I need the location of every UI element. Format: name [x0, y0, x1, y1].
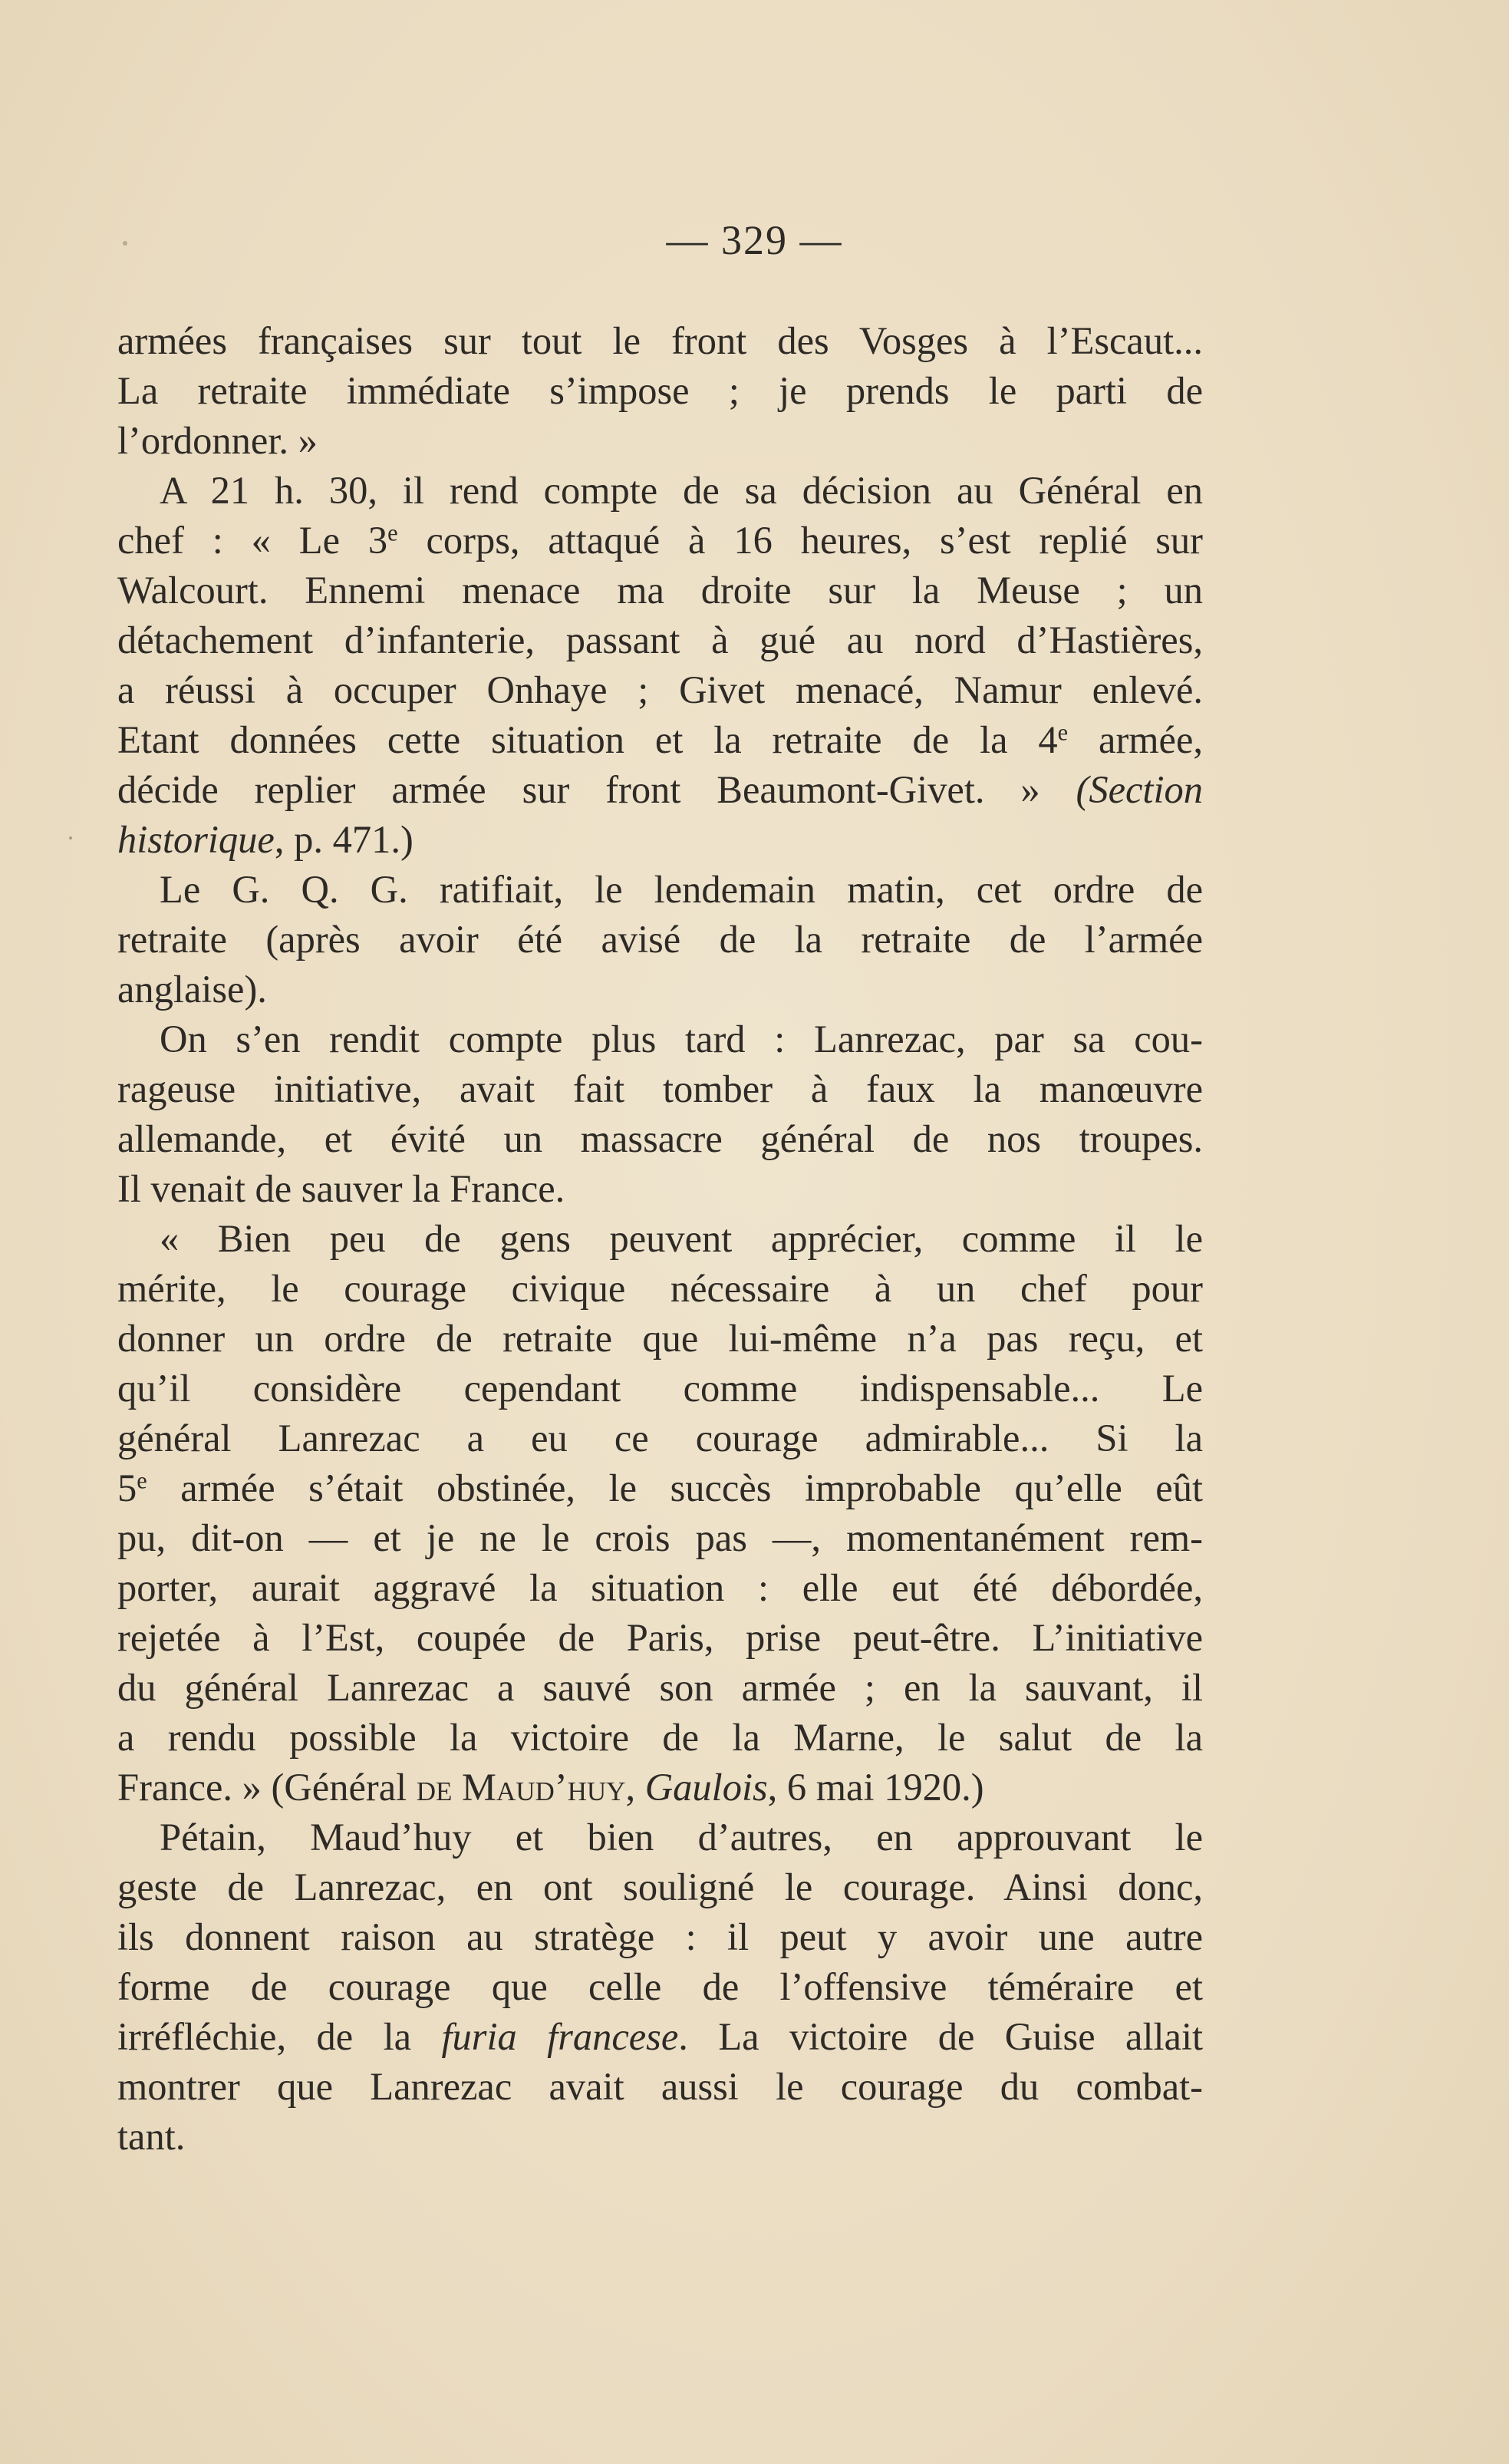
text-segment: mérite, le courage civique nécessaire à un chef pour: [117, 1267, 1203, 1310]
text-segment: décide replier armée sur front Beaumont-Givet. »: [117, 768, 1076, 811]
page-number: — 329 —: [666, 217, 843, 263]
text-segment: rejetée à l’Est, coupée de Paris, prise peut-être. L’initiative: [117, 1616, 1203, 1659]
text-segment: On s’en rendit compte plus tard : Lanrezac, par sa cou-: [160, 1018, 1203, 1060]
text-segment: geste de Lanrezac, en ont souligné le courage. Ainsi donc,: [117, 1865, 1203, 1908]
text-segment: rageuse initiative, avait fait tomber à faux la manœuvre: [117, 1067, 1203, 1110]
text-segment: pu, dit-on — et je ne le crois pas —, momentanément rem-: [117, 1516, 1203, 1559]
text-line: [117, 1912, 1203, 1962]
body-text: [117, 316, 1203, 2162]
text-segment: La retraite immédiate s’impose ; je prends le parti de: [117, 369, 1203, 412]
text-segment: 5: [117, 1466, 137, 1509]
text-line: [117, 865, 1203, 915]
text-line: [117, 1513, 1203, 1563]
text-segment: ils donnent raison au stratège : il peut y avoir une autre: [117, 1915, 1203, 1958]
text-line: [117, 1463, 1203, 1513]
text-line: [117, 466, 1203, 516]
text-line: [117, 1663, 1203, 1713]
text-line: [117, 915, 1203, 965]
paper-speck: [69, 836, 72, 839]
text-line: [117, 1962, 1203, 2012]
text-segment: du général Lanrezac a sauvé son armée ; en la sauvant, il: [117, 1666, 1203, 1709]
text-segment: retraite (après avoir été avisé de la retraite de l’armée: [117, 918, 1203, 961]
text-line: [117, 1264, 1203, 1314]
text-line: [117, 1214, 1203, 1264]
text-segment: chef : « Le 3: [117, 519, 388, 562]
superscript: e: [137, 1467, 147, 1494]
text-line: [117, 366, 1203, 416]
text-line: [117, 1413, 1203, 1463]
text-segment: allemande, et évité un massacre général de nos troupes.: [117, 1117, 1203, 1160]
text-line: [117, 1563, 1203, 1613]
italic-text: historique: [117, 818, 275, 861]
italic-text: Gaulois: [644, 1766, 768, 1809]
text-segment: corps, attaqué à 16 heures, s’est replié sur: [397, 519, 1203, 562]
text-segment: a rendu possible la victoire de la Marne, le salut de la: [117, 1716, 1203, 1759]
text-line: [117, 1164, 1203, 1214]
text-segment: Etant données cette situation et la retraite de la 4: [117, 718, 1058, 761]
text-segment: forme de courage que celle de l’offensive téméraire et: [117, 1965, 1203, 2008]
text-line: [117, 1314, 1203, 1364]
text-segment: irréfléchie, de la: [117, 2015, 442, 2058]
text-segment: a réussi à occuper Onhaye ; Givet menacé, Namur enlevé.: [117, 668, 1203, 711]
text-line: [117, 765, 1203, 815]
superscript: e: [1057, 719, 1069, 746]
text-line: [117, 1813, 1203, 1862]
text-segment: porter, aurait aggravé la situation : elle eut été débordée,: [117, 1566, 1203, 1609]
superscript: e: [387, 520, 398, 546]
text-line: [117, 1713, 1203, 1763]
text-segment: qu’il considère cependant comme indispensable... Le: [117, 1367, 1203, 1410]
text-line: [117, 316, 1203, 366]
text-line: [117, 1114, 1203, 1164]
text-segment: armée,: [1068, 718, 1203, 761]
text-line: [117, 665, 1203, 715]
text-line: [117, 1014, 1203, 1064]
italic-text: (Section: [1076, 768, 1203, 811]
text-segment: Il venait de sauver la France.: [117, 1167, 565, 1210]
text-line: [117, 1763, 1203, 1813]
text-segment: Pétain, Maud’huy et bien d’autres, en approuvant le: [160, 1816, 1203, 1859]
text-segment: détachement d’infanterie, passant à gué au nord d’Hastières,: [117, 618, 1203, 661]
text-line: [117, 566, 1203, 615]
text-segment: tant.: [117, 2115, 186, 2158]
text-segment: Le G. Q. G. ratifiait, le lendemain matin, cet ordre de: [160, 868, 1203, 911]
text-line: [117, 516, 1203, 566]
text-line: [117, 815, 1203, 865]
text-line: [117, 2112, 1203, 2162]
text-segment: Walcourt. Ennemi menace ma droite sur la Meuse ; un: [117, 569, 1203, 612]
text-segment: de Maud’huy: [416, 1766, 626, 1809]
text-segment: France. » (Général: [117, 1766, 417, 1809]
text-line: [117, 1613, 1203, 1663]
text-segment: , p. 471.): [274, 818, 413, 861]
text-segment: général Lanrezac a eu ce courage admirable... Si la: [117, 1417, 1203, 1460]
text-segment: « Bien peu de gens peuvent apprécier, comme il le: [160, 1217, 1203, 1260]
text-segment: ,: [625, 1766, 645, 1809]
text-segment: montrer que Lanrezac avait aussi le courage du combat-: [117, 2065, 1203, 2108]
text-line: [117, 965, 1203, 1014]
text-line: [117, 1364, 1203, 1413]
text-segment: donner un ordre de retraite que lui-même n’a pas reçu, et: [117, 1317, 1203, 1360]
text-segment: , 6 mai 1920.): [767, 1766, 984, 1809]
text-segment: A 21 h. 30, il rend compte de sa décision au Général en: [160, 469, 1203, 512]
text-line: [117, 615, 1203, 665]
text-line: [117, 715, 1203, 765]
text-segment: armée s’était obstinée, le succès improbable qu’elle eût: [147, 1466, 1203, 1509]
text-line: [117, 2062, 1203, 2112]
text-segment: armées françaises sur tout le front des Vosges à l’Escaut...: [117, 319, 1203, 362]
text-segment: l’ordonner. »: [117, 419, 318, 462]
text-line: [117, 1064, 1203, 1114]
italic-text: furia francese: [441, 2015, 679, 2058]
text-line: [117, 1862, 1203, 1912]
text-segment: . La victoire de Guise allait: [678, 2015, 1203, 2058]
text-segment: anglaise).: [117, 968, 267, 1011]
text-line: [117, 2012, 1203, 2062]
text-line: [117, 416, 1203, 466]
